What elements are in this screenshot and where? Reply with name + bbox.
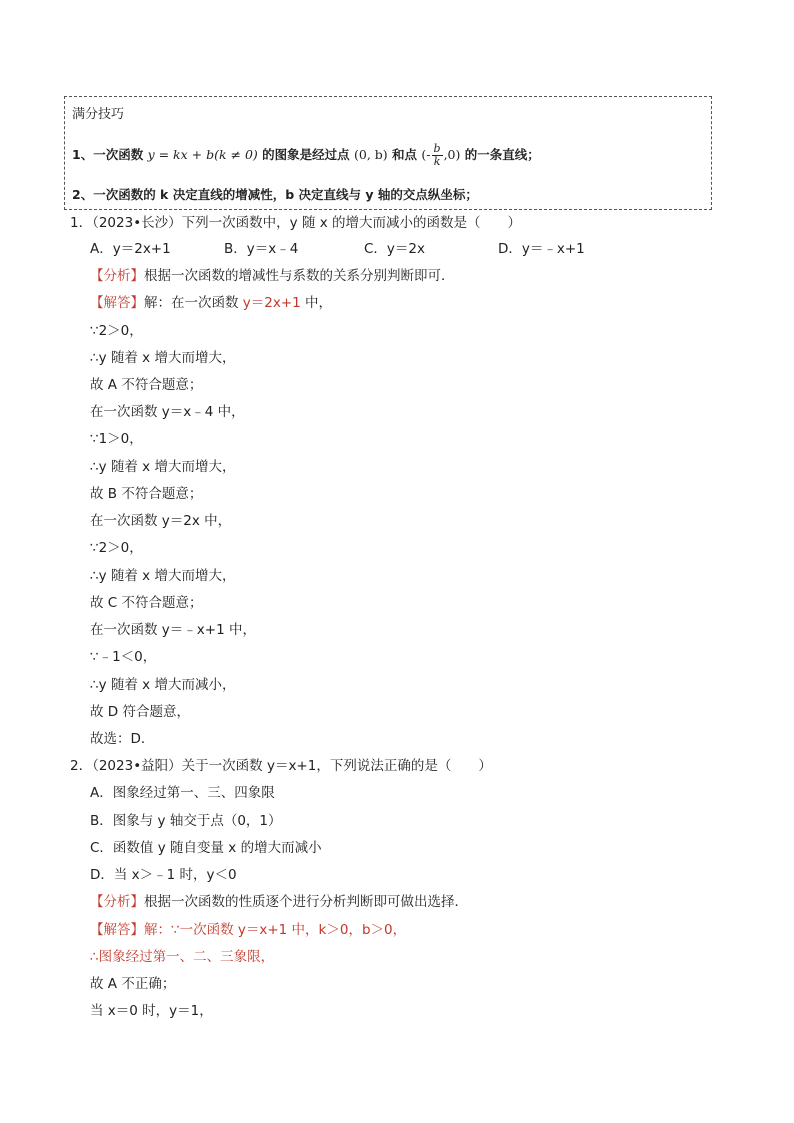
q1-option-b: B．y＝x﹣4 bbox=[224, 241, 299, 257]
q1-line: ∵2＞0， bbox=[90, 540, 143, 556]
q2-answer-lead: 【解答】解：∵一次函数 y＝x+1 中，k＞0，b＞0， bbox=[90, 922, 407, 938]
q1-line: ∴y 随着 x 增大而增大， bbox=[90, 568, 236, 584]
q1-line: ∵1＞0， bbox=[90, 431, 143, 447]
q1-line: ∴y 随着 x 增大而减小， bbox=[90, 677, 236, 693]
q2-line: 故 A 不正确； bbox=[90, 976, 176, 992]
q1-answer-lead: 【解答】解：在一次函数 y＝2x+1 中， bbox=[90, 295, 333, 311]
q1-line: 在一次函数 y＝﹣x+1 中， bbox=[90, 622, 256, 638]
tips-title: 满分技巧 bbox=[72, 107, 125, 122]
tips-box bbox=[64, 96, 712, 210]
q1-option-d: D．y＝﹣x+1 bbox=[498, 241, 585, 257]
q1-stem: 1．（2023•长沙）下列一次函数中，y 随 x 的增大而减小的函数是（ ） bbox=[70, 215, 522, 231]
q2-line: 当 x＝0 时，y＝1， bbox=[90, 1003, 213, 1019]
q2-stem: 2．（2023•益阳）关于一次函数 y＝x+1，下列说法正确的是（ ） bbox=[70, 758, 492, 774]
q1-analysis: 【分析】根据一次函数的增减性与系数的关系分别判断即可． bbox=[90, 268, 455, 284]
q1-line: ∵﹣1＜0， bbox=[90, 649, 157, 665]
q1-option-a: A．y＝2x+1 bbox=[90, 241, 171, 257]
q1-line: 故选：D． bbox=[90, 731, 155, 747]
q1-line: 故 D 符合题意， bbox=[90, 704, 190, 720]
q1-line: 在一次函数 y＝x﹣4 中， bbox=[90, 404, 245, 420]
q2-option-a: A．图象经过第一、三、四象限 bbox=[90, 785, 275, 801]
q1-option-c: C．y＝2x bbox=[364, 241, 425, 257]
q1-line: ∵2＞0， bbox=[90, 323, 143, 339]
q2-option-d: D．当 x＞﹣1 时，y＜0 bbox=[90, 867, 237, 883]
q1-line: 故 A 不符合题意； bbox=[90, 377, 203, 393]
q2-line: ∴图象经过第一、二、三象限， bbox=[90, 949, 275, 965]
q1-line: ∴y 随着 x 增大而增大， bbox=[90, 459, 236, 475]
tip-2: 2、一次函数的 k 决定直线的增减性，b 决定直线与 y 轴的交点纵坐标； bbox=[72, 187, 478, 202]
fraction-b-over-k: $\frac{b}{k}$ bbox=[433, 142, 441, 168]
q1-line: ∴y 随着 x 增大而增大， bbox=[90, 350, 236, 366]
q1-line: 在一次函数 y＝2x 中， bbox=[90, 513, 232, 529]
tip-1: 1、一次函数 y = kx + b(k ≠ 0) 的图象是经过点 (0, b) 和点 (- $\frac{b}{k}$ ,0) 的一条直线； bbox=[72, 142, 540, 168]
q2-analysis: 【分析】根据一次函数的性质逐个进行分析判断即可做出选择． bbox=[90, 894, 468, 910]
q2-option-b: B．图象与 y 轴交于点（0，1） bbox=[90, 813, 282, 829]
q1-line: 故 B 不符合题意； bbox=[90, 486, 203, 502]
q1-line: 故 C 不符合题意； bbox=[90, 595, 203, 611]
q2-option-c: C．函数值 y 随自变量 x 的增大而减小 bbox=[90, 840, 322, 856]
